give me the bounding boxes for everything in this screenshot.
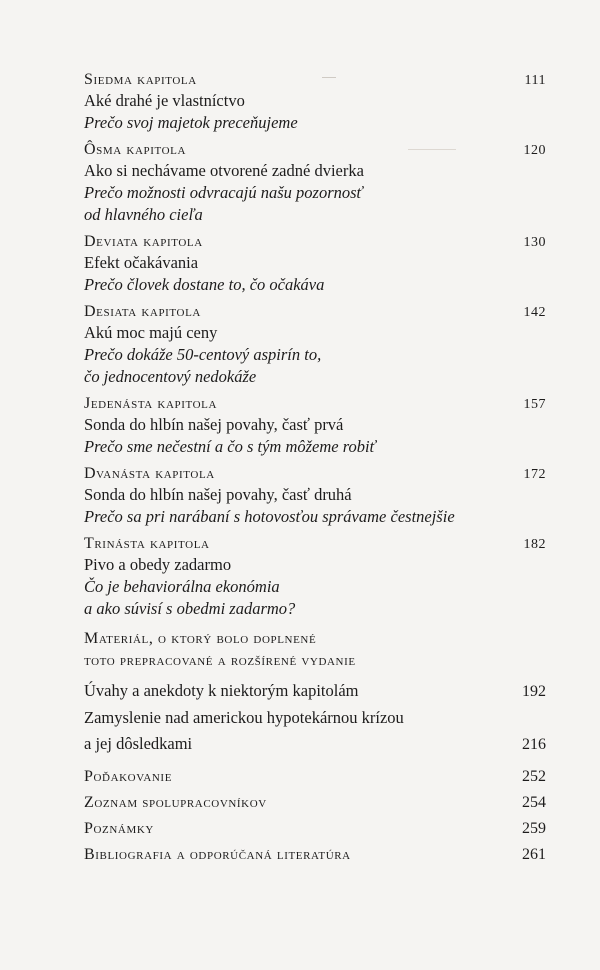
toc-entry-notes[interactable] [84,816,546,842]
page-number: 120 [523,143,546,158]
chapter-subtitle: a ako súvisí s obedmi zadarmo? [84,599,296,618]
entry-title: Poznámky [84,820,154,837]
chapter-subtitle: Prečo dokáže 50-centový aspirín to, [84,345,322,364]
chapter-subtitle: Prečo možnosti odvracajú našu pozornosť [84,183,363,202]
page-number: 142 [523,305,546,320]
chapter-title: Pivo a obedy zadarmo [84,555,232,574]
toc-entry-chapter-8[interactable] [84,140,546,226]
chapter-subtitle: Prečo človek dostane to, čo očakáva [84,275,325,294]
page-number: 172 [523,467,546,482]
chapter-title: Sonda do hlbín našej povahy, časť prvá [84,415,344,434]
page-number: 261 [522,846,546,863]
chapter-heading: Deviata kapitola [84,233,203,250]
entry-title: Bibliografia a odporúčaná literatúra [84,846,351,863]
entry-title: Poďakovanie [84,768,173,785]
toc-entry-chapter-11[interactable] [84,394,546,458]
toc-entry-extra-2[interactable] [84,705,546,758]
toc-entry-chapter-9[interactable] [84,232,546,296]
toc-entry-contributors[interactable] [84,790,546,816]
chapter-title: Aké drahé je vlastníctvo [84,91,245,110]
toc-entry-chapter-12[interactable] [84,464,546,528]
extra-material-heading: toto prepracované a rozšírené vydanie [84,652,356,669]
entry-title: Zamyslenie nad americkou hypotekárnou krízou [84,708,404,727]
page-number: 111 [524,73,546,88]
chapter-heading: Trinásta kapitola [84,535,210,552]
page-number: 157 [523,397,546,412]
entry-title-continued: a jej dôsledkami [84,734,193,753]
chapter-heading: Jedenásta kapitola [84,395,217,412]
chapter-subtitle: Čo je behaviorálna ekonómia [84,577,280,596]
chapter-title: Ako si nechávame otvorené zadné dvierka [84,161,364,180]
toc-entry-bibliography[interactable] [84,842,546,868]
chapter-subtitle: od hlavného cieľa [84,205,203,224]
page-number: 216 [522,736,546,753]
chapter-title: Efekt očakávania [84,253,199,272]
chapter-subtitle: Prečo svoj majetok preceňujeme [84,113,298,132]
toc-section-extra-material [84,628,546,758]
chapter-heading: Desiata kapitola [84,303,201,320]
chapter-title: Akú moc majú ceny [84,323,218,342]
page-number: 259 [522,820,546,837]
page-number: 252 [522,768,546,785]
table-of-contents [84,70,546,868]
page-number: 192 [522,683,546,700]
page-number: 254 [522,794,546,811]
extra-material-heading: Materiál, o ktorý bolo doplnené [84,630,317,647]
toc-entry-acknowledgements[interactable] [84,764,546,790]
chapter-heading: Dvanásta kapitola [84,465,215,482]
chapter-subtitle: čo jednocentový nedokáže [84,367,257,386]
chapter-heading: Ôsma kapitola [84,141,186,158]
chapter-subtitle: Prečo sme nečestní a čo s tým môžeme robiť [84,437,376,456]
chapter-subtitle: Prečo sa pri narábaní s hotovosťou správame čestnejšie [84,507,455,526]
entry-title: Úvahy a anekdoty k niektorým kapitolám [84,681,359,700]
toc-entry-extra-1[interactable] [84,678,546,705]
entry-title: Zoznam spolupracovníkov [84,794,267,811]
toc-entry-chapter-10[interactable] [84,302,546,388]
toc-entry-chapter-7[interactable] [84,70,546,134]
page-number: 130 [523,235,546,250]
toc-entry-chapter-13[interactable] [84,534,546,620]
page-number: 182 [523,537,546,552]
chapter-heading: Siedma kapitola [84,71,197,88]
chapter-title: Sonda do hlbín našej povahy, časť druhá [84,485,352,504]
